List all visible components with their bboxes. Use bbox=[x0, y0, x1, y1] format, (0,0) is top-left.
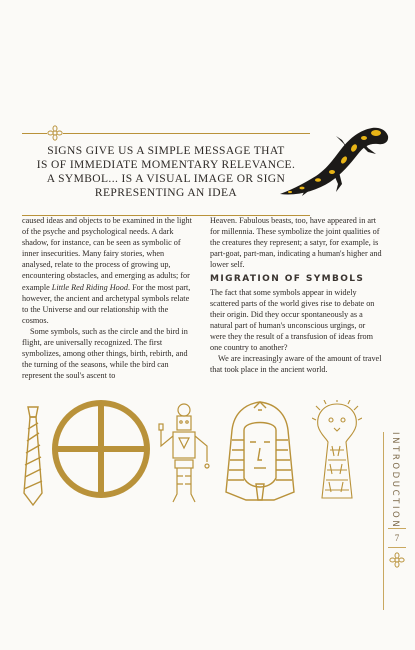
italic-title: Little Red Riding Hood bbox=[51, 282, 128, 292]
tie-icon bbox=[20, 405, 46, 507]
body-paragraph: We are increasingly aware of the amount of travel that took place in the ancient world. bbox=[210, 354, 382, 375]
flower-ornament-icon bbox=[47, 125, 63, 141]
sun-cross-icon bbox=[50, 398, 152, 500]
page-number: 7 bbox=[388, 528, 406, 548]
body-paragraph: The fact that some symbols appear in widely scattered parts of the world gives rise to debate on their origin. Did they occur spontaneously as a natural part of human's unconscious urgings, or were they the result of a transfusion of ideas from one country to another? bbox=[210, 287, 375, 353]
flower-ornament-icon bbox=[389, 552, 405, 568]
quote-line: A SYMBOL... IS A VISUAL IMAGE OR SIGN bbox=[46, 173, 286, 185]
salamander-icon bbox=[276, 118, 394, 200]
body-text: . For the most part, however, the ancient and archetypal symbols relate to the Universe and our relationship with the cosmos. bbox=[22, 282, 191, 325]
left-text-column bbox=[22, 215, 194, 381]
body-paragraph bbox=[22, 215, 194, 326]
right-text-column bbox=[210, 215, 382, 375]
quote-line: IS OF IMMEDIATE MOMENTARY RELEVANCE. bbox=[36, 159, 296, 171]
figure-icon bbox=[155, 402, 213, 506]
lion-icon bbox=[312, 400, 362, 502]
body-paragraph: Some symbols, such as the circle and the bird in flight, are universally recognized. The first symbolizes, among other things, birth, rebirth, and the turning of the seasons, while the bird can represent the soul's ascent to bbox=[22, 326, 188, 381]
section-heading: MIGRATION OF SYMBOLS bbox=[210, 274, 365, 285]
pull-quote-text bbox=[22, 144, 310, 200]
side-tab-rule bbox=[383, 432, 384, 610]
quote-top-rule bbox=[22, 133, 310, 134]
quote-line: REPRESENTING AN IDEA bbox=[94, 187, 238, 199]
quote-line: SIGNS GIVE US A SIMPLE MESSAGE THAT bbox=[47, 145, 285, 157]
body-paragraph: Heaven. Fabulous beasts, too, have appeared in art for millennia. These symbolize the joint qualities of the creatures they represent; a satyr, for example, is part-goat, part-man, indicating a human's higher and lower self. bbox=[210, 216, 382, 270]
body-text: caused ideas and objects to be examined in the light of the psyche and psychological needs. A dark shadow, for instance, can be seen as symbolic of inner insecurities. Many fairy stories, when analysed, relate to the process of growing up, encountering obstacles, and emerging as adults; for example bbox=[22, 216, 192, 292]
pharaoh-icon bbox=[218, 400, 302, 506]
section-tab-label: INTRODUCTION bbox=[390, 432, 400, 530]
